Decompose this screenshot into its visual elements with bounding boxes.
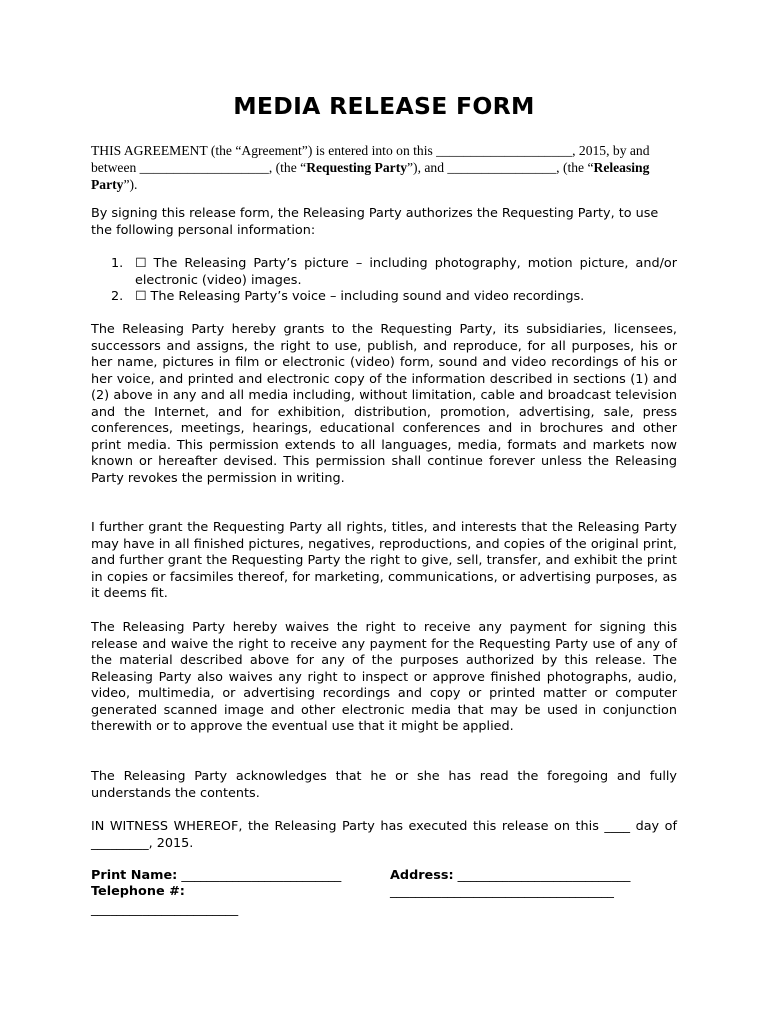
list-item <box>105 289 677 306</box>
address-field <box>390 868 630 885</box>
document-title: MEDIA RELEASE FORM <box>233 92 535 120</box>
address-line: ___________________________ <box>453 868 631 883</box>
print-name-label: Print Name: <box>91 868 178 883</box>
rights-paragraph: I further grant the Requesting Party all rights, titles, and interests that the Releasing Party may have in all finished pictures, negatives, reproductions, and copies of the original print, and further grant the Requesting Party the right to give, sell, transfer, and exhibit the print in copies or facsimiles thereof, for marketing, communications, or advertising purposes, as it deems fit. <box>91 520 677 601</box>
list-item-number: 1. <box>111 256 124 271</box>
list-item-number: 2. <box>111 289 124 304</box>
agreement-text-1: THIS AGREEMENT (the “Agreement”) is entered into on this ____________________, 2015, by and between ___________________, (the “ <box>91 143 650 175</box>
intro-paragraph: By signing this release form, the Releasing Party authorizes the Requesting Party, to use the following personal information: <box>91 206 659 238</box>
list-item-text: ☐ The Releasing Party’s picture – including photography, motion picture, and/or electronic (video) images. <box>135 256 677 288</box>
witness-paragraph: IN WITNESS WHEREOF, the Releasing Party has executed this release on this ____ day of _________, 2015. <box>91 819 677 851</box>
print-name-field <box>91 868 341 885</box>
grants-paragraph: The Releasing Party hereby grants to the Requesting Party, its subsidiaries, licensees, successors and assigns, the right to use, publish, and reproduce, for all purposes, his or her name, pictures in film or electronic (video) form, sound and video recordings of his or her voice, and printed and electronic copy of the information described in sections (1) and (2) above in any and all media including, without limitation, cable and broadcast television and the Internet, and for exhibition, distribution, promotion, advertising, sale, press conferences, meetings, hearings, educational conferences and in brochures and other print media. This permission extends to all languages, media, formats and markets now known or hereafter devised. This permission shall continue forever unless the Releasing Party revokes the permission in writing. <box>91 322 677 486</box>
waiver-paragraph: The Releasing Party hereby waives the right to receive any payment for signing this release and waive the right to receive any payment for the Requesting Party use of any of the material described above for any of the purposes authorized by this release. The Releasing Party also waives any right to inspect or approve finished photographs, audio, video, multimedia, or advertising recordings and copy or printed matter or computer generated scanned image and other electronic media that may be used in conjunction therewith or to approve the eventual use that it might be applied. <box>91 620 677 734</box>
list-item <box>105 256 677 289</box>
telephone-line: _______________________ <box>91 902 239 917</box>
agreement-paragraph <box>91 142 661 193</box>
information-list <box>105 256 677 306</box>
acknowledgement-paragraph: The Releasing Party acknowledges that he or she has read the foregoing and fully understands the contents. <box>91 769 677 801</box>
agreement-text-2: ”), and ________________, (the “ <box>407 160 594 175</box>
telephone-label: Telephone #: <box>91 884 185 899</box>
address-label: Address: <box>390 868 454 883</box>
agreement-text-3: ”). <box>123 177 138 192</box>
print-name-line: _________________________ <box>177 868 342 883</box>
requesting-party-term: Requesting Party <box>306 160 408 175</box>
address-line-2: ___________________________________ <box>390 884 614 899</box>
list-item-text: ☐ The Releasing Party’s voice – including sound and video recordings. <box>135 289 585 304</box>
releasing-party-term: Releasing Party <box>91 160 650 192</box>
